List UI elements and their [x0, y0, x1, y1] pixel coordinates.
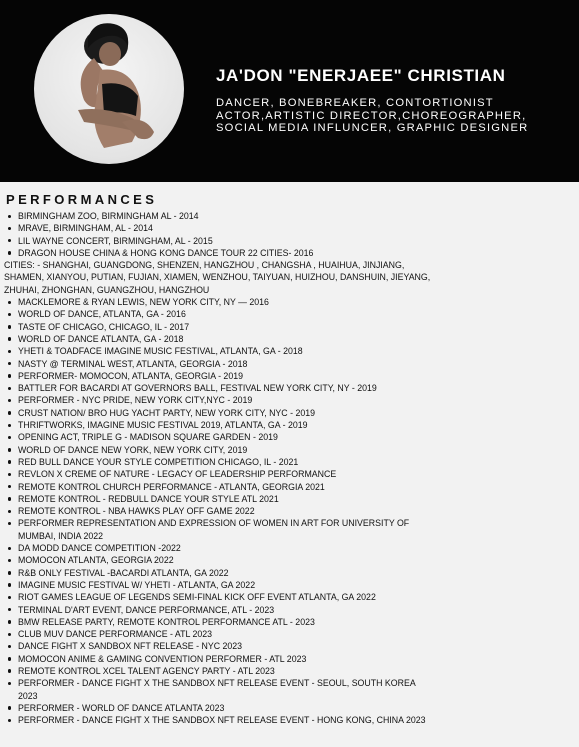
list-item-continuation: MUMBAI, INDIA 2022 [18, 530, 104, 541]
profile-photo [34, 14, 184, 164]
list-item: PERFORMER - NYC PRIDE, NEW YORK CITY,NYC - 2019 [4, 394, 572, 406]
list-item: WORLD OF DANCE NEW YORK, NEW YORK CITY, 2019 [4, 444, 572, 456]
list-item-continuation: ZHUHAI, ZHONGHAN, GUANGZHOU, HANGZHOU [4, 284, 210, 295]
list-item-continuation: CITIES: - SHANGHAI, GUANGDONG, SHENZEN, HANGZHOU , CHANGSHA , HUAIHUA, JINJIANG, [4, 260, 405, 271]
list-item: TERMINAL D'ART EVENT, DANCE PERFORMANCE, ATL - 2023 [4, 604, 572, 616]
list-item: PERFORMER - DANCE FIGHT X THE SANDBOX NFT RELEASE EVENT - SEOUL, SOUTH KOREA [4, 677, 572, 689]
section-title-performances: PERFORMANCES [6, 192, 158, 207]
dancer-silhouette-icon [34, 14, 184, 164]
list-item: PERFORMER - WORLD OF DANCE ATLANTA 2023 [4, 702, 572, 714]
list-item: YHETI & TOADFACE IMAGINE MUSIC FESTIVAL, ATLANTA, GA - 2018 [4, 345, 572, 357]
list-item: REMOTE KONTROL - NBA HAWKS PLAY OFF GAME 2022 [4, 505, 572, 517]
list-item: IMAGINE MUSIC FESTIVAL W/ YHETI - ATLANTA, GA 2022 [4, 579, 572, 591]
list-item: WORLD OF DANCE, ATLANTA, GA - 2016 [4, 308, 572, 320]
performer-roles [216, 97, 528, 135]
list-item: REMOTE KONTROL XCEL TALENT AGENCY PARTY - ATL 2023 [4, 665, 572, 677]
list-item: CLUB MUV DANCE PERFORMANCE - ATL 2023 [4, 628, 572, 640]
roles-line: SOCIAL MEDIA INFLUNCER, GRAPHIC DESIGNER [216, 122, 529, 135]
list-item: PERFORMER - DANCE FIGHT X THE SANDBOX NFT RELEASE EVENT - HONG KONG, CHINA 2023 [4, 714, 572, 726]
performances-list [4, 210, 572, 726]
list-item: LIL WAYNE CONCERT, BIRMINGHAM, AL - 2015 [4, 235, 572, 247]
list-item: MOMOCON ANIME & GAMING CONVENTION PERFORMER - ATL 2023 [4, 653, 572, 665]
list-item: THRIFTWORKS, IMAGINE MUSIC FESTIVAL 2019, ATLANTA, GA - 2019 [4, 419, 572, 431]
list-item: RED BULL DANCE YOUR STYLE COMPETITION CHICAGO, IL - 2021 [4, 456, 572, 468]
list-item: BATTLER FOR BACARDI AT GOVERNORS BALL, FESTIVAL NEW YORK CITY, NY - 2019 [4, 382, 572, 394]
list-item: OPENING ACT, TRIPLE G - MADISON SQUARE GARDEN - 2019 [4, 431, 572, 443]
list-item: PERFORMER REPRESENTATION AND EXPRESSION OF WOMEN IN ART FOR UNIVERSITY OF [4, 517, 572, 529]
list-item: DA MODD DANCE COMPETITION -2022 [4, 542, 572, 554]
list-item: TASTE OF CHICAGO, CHICAGO, IL - 2017 [4, 321, 572, 333]
list-item: BMW RELEASE PARTY, REMOTE KONTROL PERFORMANCE ATL - 2023 [4, 616, 572, 628]
list-item-continuation: SHAMEN, XIANYOU, PUTIAN, FUJIAN, XIAMEN, WENZHOU, TAIYUAN, HUIZHOU, DANSHUIN, JIEYANG, [4, 272, 431, 283]
list-item: NASTY @ TERMINAL WEST, ATLANTA, GEORGIA - 2018 [4, 358, 572, 370]
list-item: MOMOCON ATLANTA, GEORGIA 2022 [4, 554, 572, 566]
list-item: BIRMINGHAM ZOO, BIRMINGHAM AL - 2014 [4, 210, 572, 222]
list-item: CRUST NATION/ BRO HUG YACHT PARTY, NEW YORK CITY, NYC - 2019 [4, 407, 572, 419]
list-item: PERFORMER- MOMOCON, ATLANTA, GEORGIA - 2019 [4, 370, 572, 382]
list-item: DRAGON HOUSE CHINA & HONG KONG DANCE TOUR 22 CITIES- 2016 [4, 247, 572, 259]
list-item: MACKLEMORE & RYAN LEWIS, NEW YORK CITY, NY — 2016 [4, 296, 572, 308]
list-item: REMOTE KONTROL - REDBULL DANCE YOUR STYLE ATL 2021 [4, 493, 572, 505]
roles-line: DANCER, BONEBREAKER, CONTORTIONIST [216, 97, 494, 109]
list-item-continuation: 2023 [18, 690, 38, 701]
performer-name: JA'DON "ENERJAEE" CHRISTIAN [216, 66, 506, 85]
list-item: WORLD OF DANCE ATLANTA, GA - 2018 [4, 333, 572, 345]
list-item: R&B ONLY FESTIVAL -BACARDI ATLANTA, GA 2022 [4, 567, 572, 579]
roles-line: ACTOR,ARTISTIC DIRECTOR,CHOREOGRAPHER, [216, 109, 527, 122]
list-item: DANCE FIGHT X SANDBOX NFT RELEASE - NYC 2023 [4, 640, 572, 652]
list-item: REMOTE KONTROL CHURCH PERFORMANCE - ATLANTA, GEORGIA 2021 [4, 481, 572, 493]
list-item: RIOT GAMES LEAGUE OF LEGENDS SEMI-FINAL KICK OFF EVENT ATLANTA, GA 2022 [4, 591, 572, 603]
header-banner [0, 0, 579, 182]
list-item: MRAVE, BIRMINGHAM, AL - 2014 [4, 222, 572, 234]
list-item: REVLON X CREME OF NATURE - LEGACY OF LEADERSHIP PERFORMANCE [4, 468, 572, 480]
